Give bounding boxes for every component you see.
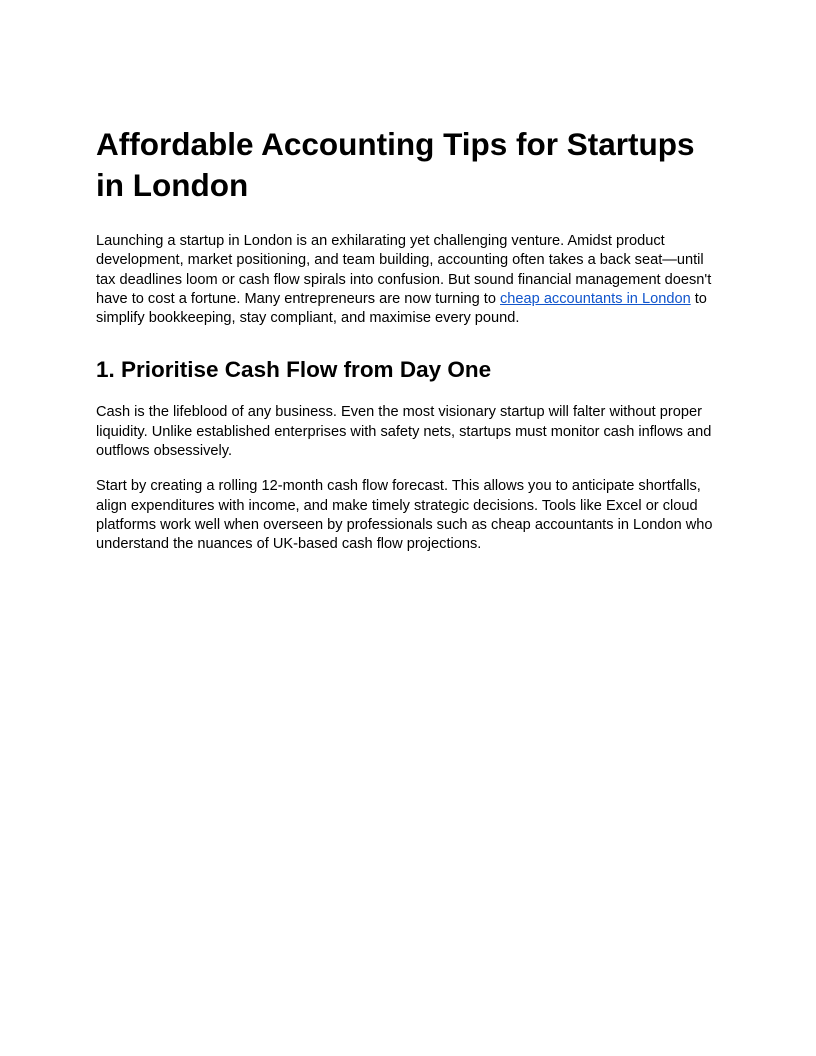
cheap-accountants-link[interactable]: cheap accountants in London	[500, 290, 691, 307]
section-paragraph: Start by creating a rolling 12-month cash flow forecast. This allows you to anticipate shortfalls, align expenditures with income, and make timely strategic decisions. Tools like Excel or cloud platforms work well when overseen by professionals such as cheap accountants in London who understand the nuances of UK-based cash flow projections.	[96, 478, 713, 553]
intro-text-after-link: to simplify bookkeeping, stay compliant, and maximise every pound.	[96, 290, 707, 327]
intro-paragraph	[96, 232, 720, 328]
document-title: Affordable Accounting Tips for Startups in London	[96, 126, 695, 203]
section-heading: 1. Prioritise Cash Flow from Day One	[96, 357, 492, 383]
intro-text-before-link: Launching a startup in London is an exhilarating yet challenging venture. Amidst product development, market positioning, and team building, accounting often takes a back seat—until tax deadlines loom or cash flow spirals into confusion. But sound financial management doesn't have to cost a fortune. Many entrepreneurs are now turning to	[96, 233, 712, 307]
document-page	[96, 124, 720, 571]
section-paragraph: Cash is the lifeblood of any business. Even the most visionary startup will falter without proper liquidity. Unlike established enterprises with safety nets, startups must monitor cash inflows and outflows obsessively.	[96, 404, 712, 460]
section-cash-flow	[96, 355, 720, 554]
